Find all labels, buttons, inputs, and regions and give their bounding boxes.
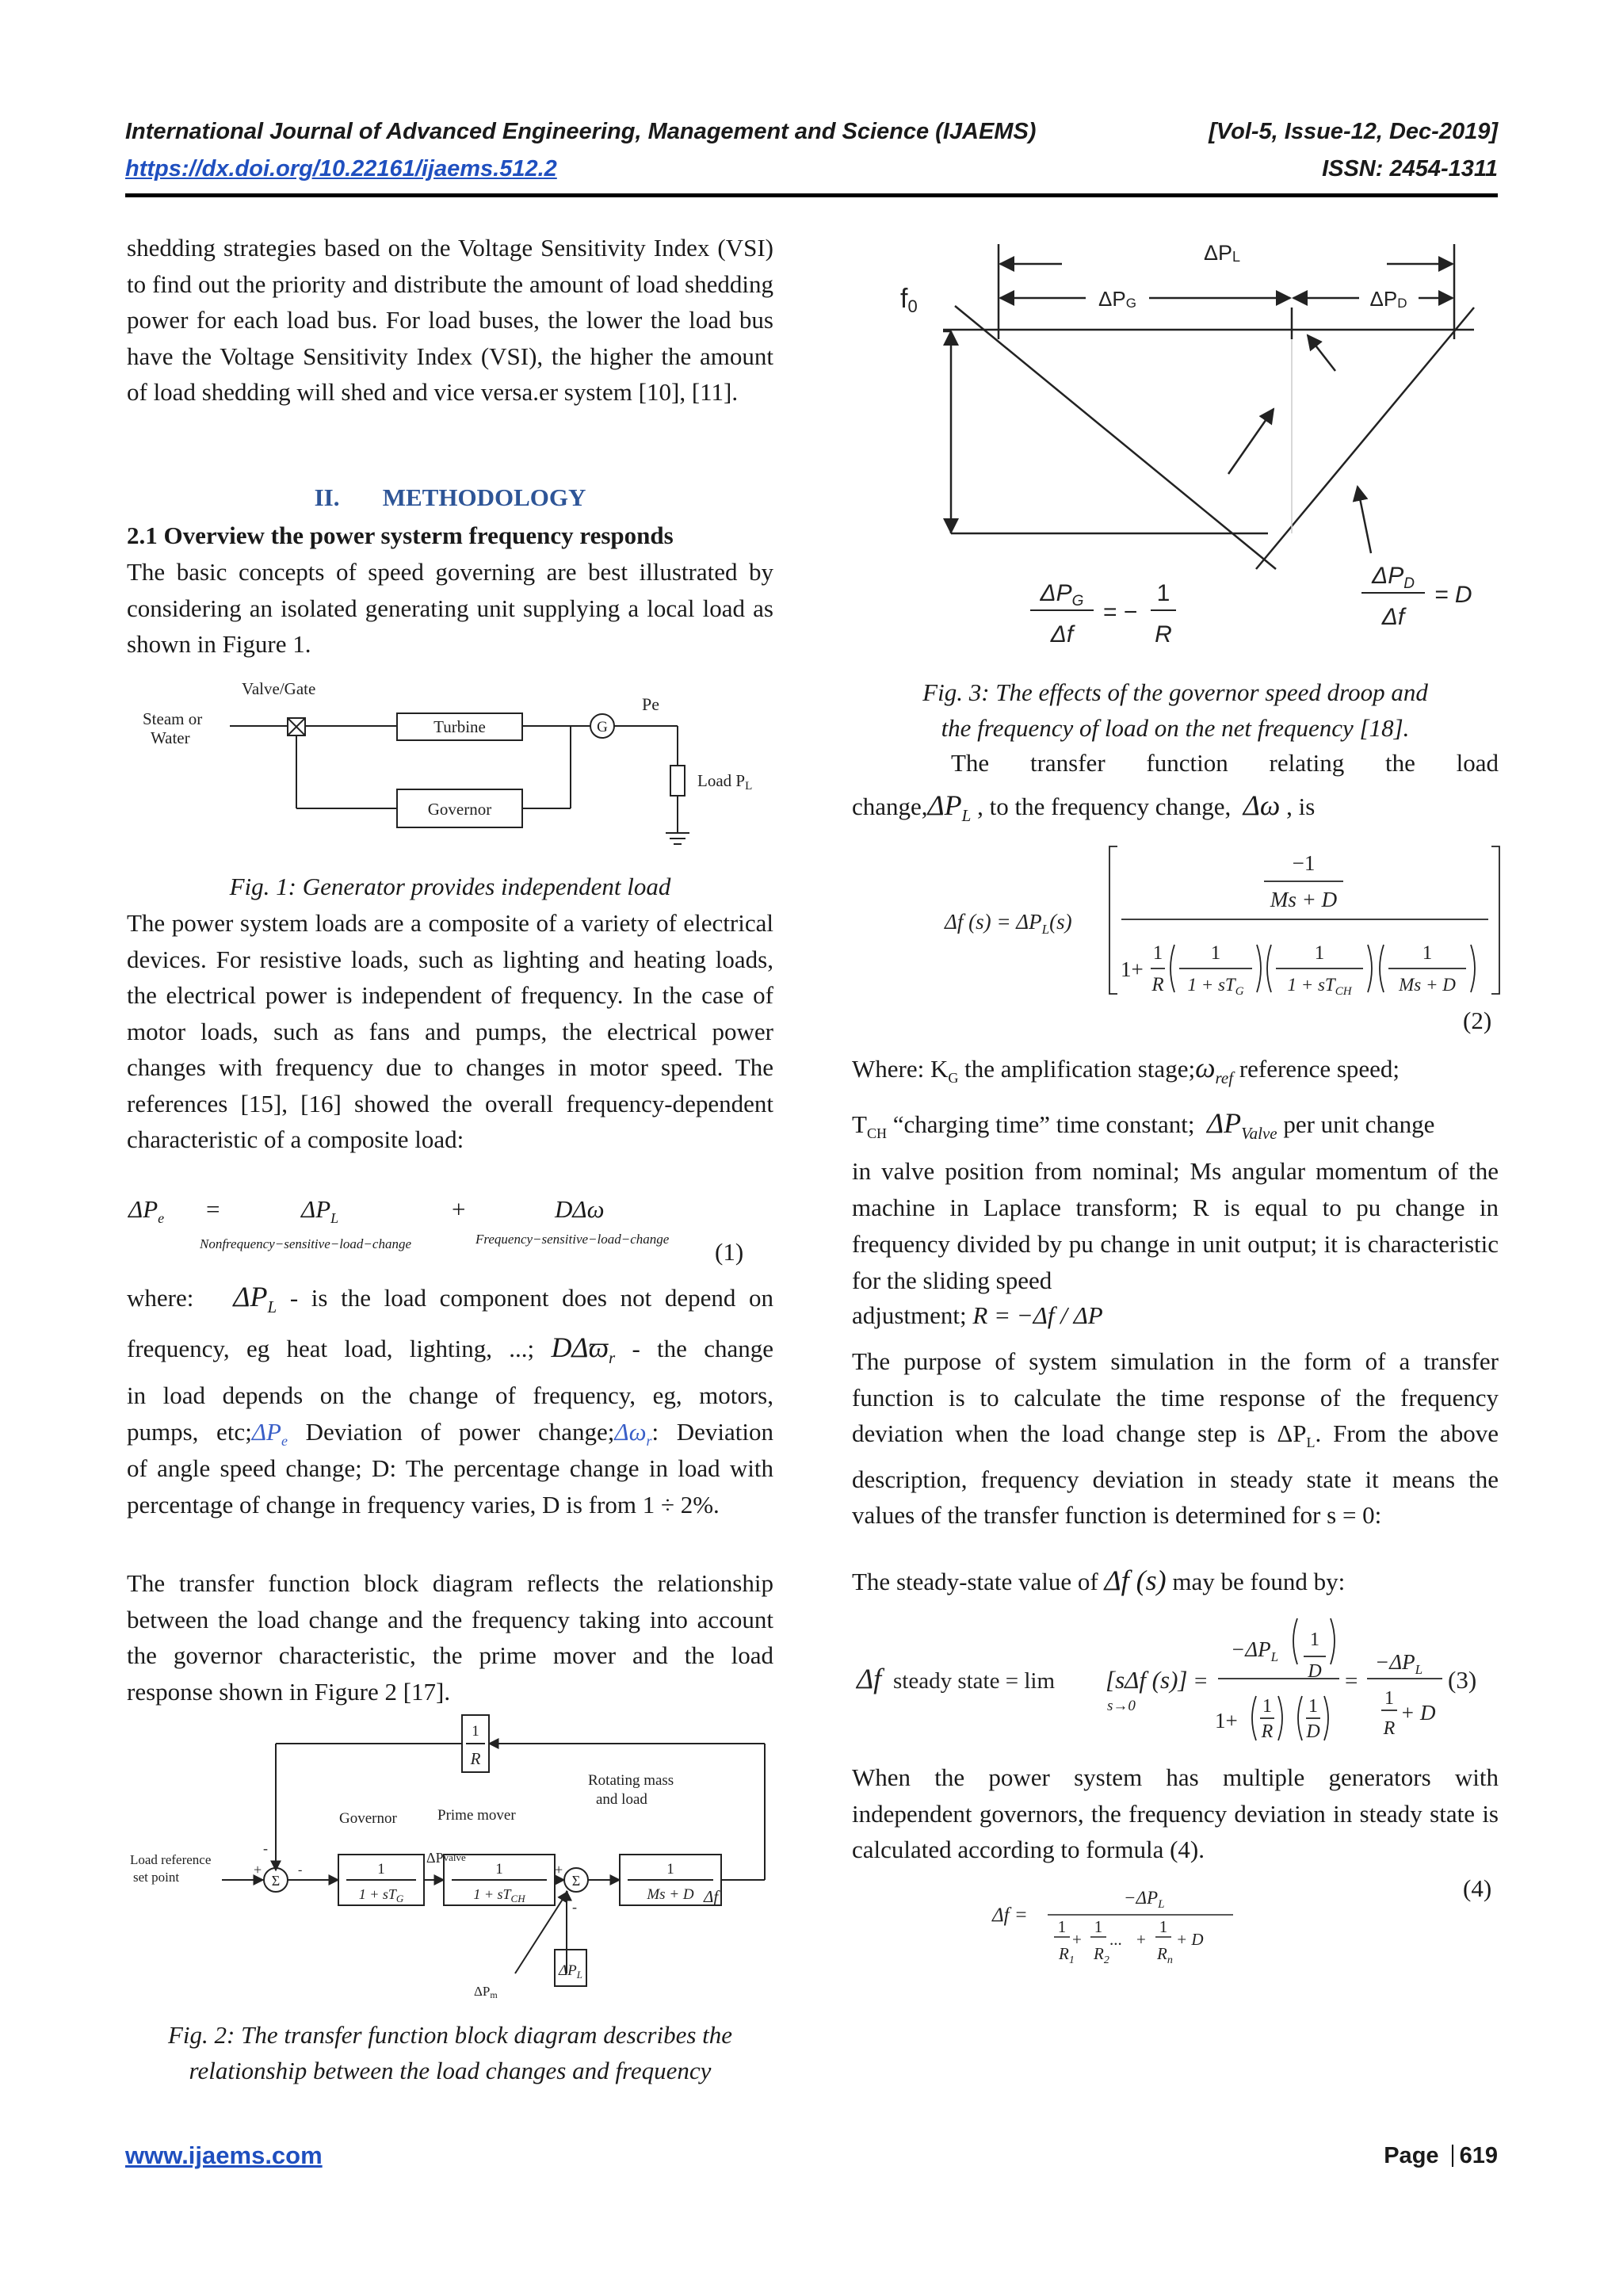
journal-volume: [Vol-5, Issue-12, Dec-2019] xyxy=(1209,119,1498,144)
eq4-dots: ... xyxy=(1109,1930,1122,1949)
fig1-load-label: Load PL xyxy=(697,771,753,793)
fig1-valve-gate-label: Valve/Gate xyxy=(242,679,316,698)
paragraph-simulation: The purpose of system simulation in the form of a transfer function is to calculate the time response of the frequency deviation when the load change step is $\Delta P_L$. From the above description, frequency deviation in steady state it means the values of the transfer function is determined for s = 0: xyxy=(852,1347,1499,1530)
eq2-number: (2) xyxy=(1463,1007,1492,1034)
eq2-g-denominator: $1 + sT_G$ xyxy=(1187,975,1244,998)
eq3-num-frac-denominator: D xyxy=(1308,1661,1322,1682)
eq2-one-plus: 1+ xyxy=(1121,957,1144,981)
tf-intro-line-2: $change,\Delta P_L$ , to the frequency change, Δω , is xyxy=(852,789,1316,826)
equation-1 xyxy=(127,1195,773,1266)
eq1-number: (1) xyxy=(715,1238,744,1266)
issn: ISSN: 2454-1311 xyxy=(1322,156,1498,181)
tf-intro-line-1: The transfer function relating the load xyxy=(951,749,1499,777)
eq2-numerator-bottom: Ms + D xyxy=(1270,888,1338,911)
eq2-r-numerator: 1 xyxy=(1152,942,1163,964)
fig1-pe-label: Pe xyxy=(642,694,659,714)
fig2-and-load-label: and load xyxy=(596,1791,647,1808)
fig2-dpm-label: ΔPm xyxy=(474,1984,498,2000)
paragraph-multiple-generators: When the power system has multiple generators with independent governors, the frequency deviation in steady state is calculated according to formula (4). xyxy=(852,1763,1499,1863)
section-heading xyxy=(127,483,773,512)
footer-page-number: Page 619 xyxy=(1384,2143,1498,2168)
fig2-plus-sign-2: + xyxy=(555,1862,563,1878)
eq4-plus-2: + xyxy=(1136,1930,1146,1949)
journal-title: International Journal of Advanced Engineering, Management and Science (IJAEMS) xyxy=(125,119,1037,144)
fig2-sum2: Σ xyxy=(571,1873,581,1889)
where-kg-line: Where: $K_G$ the amplification $stage;\omega_{ref}$ reference speed; xyxy=(852,1052,1400,1088)
eq3-number: (3) xyxy=(1448,1666,1477,1694)
figure-3-diagram xyxy=(896,228,1514,672)
paragraph-loads: The power system loads are a composite of a variety of electrical devices. For resistive loads, such as lighting and heating loads, the electrical power is independent of frequency. In the case of motor loads, such as fans and pumps, the electrical power changes with frequency due to changes in motor speed. The references [15], [16] showed the overall frequency-dependent characteristic of a composite load: xyxy=(127,909,773,1153)
paragraph-block-diagram: The transfer function block diagram reflects the relationship between the load change and the frequency taking into account the governor characteristic, the prime mover and the load response shown in Figure 2 [17]. xyxy=(127,1569,773,1706)
eq3-df: Δf xyxy=(857,1663,882,1694)
eq4-numerator: $-\Delta P_L$ xyxy=(1124,1888,1165,1911)
fig3-f0-label: f0 xyxy=(900,284,918,316)
fig2-caption-line-2: relationship between the load changes and frequency xyxy=(189,2057,712,2084)
eq1-term2: DΔω xyxy=(555,1195,605,1223)
fig1-generator-label: G xyxy=(597,719,608,735)
where-dw-symbol: DΔϖ$_r$ xyxy=(551,1331,616,1368)
eq3-den-d-numerator: 1 xyxy=(1308,1696,1318,1717)
eq1-term1: $\Delta P_L$ xyxy=(301,1195,339,1227)
fig1-water-label: Water xyxy=(151,728,190,747)
section-title: METHODOLOGY xyxy=(382,483,586,511)
eq2-lhs: Δf $(s) = \Delta P_L(s)$ xyxy=(945,910,1072,937)
eq3-equals-2: = xyxy=(1345,1668,1358,1694)
where-dpl-symbol: $\Delta P_L$ xyxy=(233,1281,277,1317)
dwr-inline-symbol: $\Delta\omega_r$ xyxy=(614,1418,652,1450)
fig3-dpl-label: ΔPL xyxy=(1203,241,1241,265)
fig3-eqg-numerator: $\Delta P_G$ xyxy=(1040,580,1084,609)
eq2-ch-denominator: $1 + sT_{CH}$ xyxy=(1287,975,1352,998)
where-adjustment-line: adjustment; R = −Δf / ΔP xyxy=(852,1301,1103,1329)
eq1-plus: + xyxy=(452,1195,466,1223)
tf-dpl-symbol: $\Delta P_L$ xyxy=(927,789,972,826)
where-line-5: of angle speed change; D: The percentage change in load with percentage of change in frequency varies, D is from 1 ÷ 2%. xyxy=(127,1454,773,1519)
equation-3 xyxy=(852,1609,1510,1744)
fig3-eqg-rhs: = − xyxy=(1103,599,1138,625)
eq2-numerator-top: −1 xyxy=(1292,851,1316,875)
fig2-set-point-label: set point xyxy=(133,1870,180,1885)
fig2-dpl-label: $\Delta P_L$ xyxy=(559,1962,582,1981)
figure-1-diagram xyxy=(135,670,753,861)
eq3-bracket: [sΔf (s)] xyxy=(1106,1666,1188,1694)
dpe-inline-symbol: $\Delta P_e$ xyxy=(251,1418,288,1450)
fig2-rotating-mass-label: Rotating mass xyxy=(588,1772,674,1789)
df-s-symbol: Δf (s) xyxy=(1104,1564,1167,1596)
fig3-eqg-denominator: Δf xyxy=(1050,621,1074,648)
fig2-r-numerator: 1 xyxy=(472,1723,479,1740)
figure-1-caption: Fig. 1: Generator provides independent load xyxy=(229,873,671,900)
eq2-g-numerator: 1 xyxy=(1210,942,1221,964)
footer-site-link[interactable]: www.ijaems.com xyxy=(125,2141,323,2169)
fig2-load-tf-denominator: Ms + D xyxy=(647,1886,694,1903)
fig3-dpg-label: ΔPG xyxy=(1098,287,1136,311)
eq3-equals-1: = xyxy=(1194,1668,1208,1694)
eq2-m-numerator: 1 xyxy=(1422,942,1433,964)
fig2-governor-tf-denominator: $1 + sT_G$ xyxy=(358,1886,404,1904)
fig3-caption-line-1: Fig. 3: The effects of the governor speed droop and xyxy=(922,678,1428,706)
fig2-minus-sign-2: - xyxy=(572,1899,577,1915)
fig3-caption-line-2: the frequency of load on the net frequency [18]. xyxy=(941,714,1410,742)
fig2-plus-sign-1: + xyxy=(254,1862,262,1878)
fig2-df-label: Δf xyxy=(704,1887,719,1906)
eq2-r-denominator: R xyxy=(1151,974,1164,995)
footer-page-divider xyxy=(1452,2145,1453,2167)
fig2-load-tf-numerator: 1 xyxy=(666,1861,674,1878)
doi-link[interactable]: https://dx.doi.org/10.22161/ijaems.512.2 xyxy=(125,156,557,181)
where-line-1: where: $\Delta P_L$ - is the load component does not depend on xyxy=(127,1281,774,1317)
fig1-steam-label: Steam or xyxy=(143,709,203,728)
fig3-eqd-rhs: = D xyxy=(1434,582,1472,608)
eq3-den-r-denominator: R xyxy=(1261,1721,1274,1742)
eq3-rhs-numerator: $-\Delta P_L$ xyxy=(1375,1650,1423,1677)
eq3-den-r-numerator: 1 xyxy=(1262,1696,1272,1717)
eq1-label-nonfreq: Nonfrequency−sensitive−load−change xyxy=(200,1236,411,1251)
eq4-number: (4) xyxy=(1463,1874,1492,1902)
fig3-eqd-denominator: Δf xyxy=(1381,604,1405,630)
figure-2-diagram xyxy=(127,1712,777,2005)
eq3-rhs-den-denominator: R xyxy=(1383,1718,1396,1739)
eq3-lim-sub: s→0 xyxy=(1107,1698,1136,1714)
fig2-prime-mover-tf-numerator: 1 xyxy=(495,1861,503,1878)
paragraph-governing: The basic concepts of speed governing are best illustrated by considering an isolated generating unit supplying a local load as shown in Figure 1. xyxy=(127,558,773,658)
where-line-3: in load depends on the change of frequency, eg, motors, xyxy=(127,1381,773,1409)
eq3-rhs-den-numerator: 1 xyxy=(1384,1688,1394,1709)
fig2-sum1: Σ xyxy=(271,1873,281,1889)
eq1-equals: = xyxy=(206,1195,220,1223)
intro-paragraph: shedding strategies based on the Voltage Sensitivity Index (VSI) to find out the priority and distribute the amount of load shedding power for each load bus. For load buses, the lower the load bus have the Voltage Sensitivity Index (VSI), the higher the amount of load shedding will shed and vice versa.er system [10], [11]. xyxy=(127,234,773,406)
eq3-den-d-denominator: D xyxy=(1306,1721,1320,1742)
fig2-minus-sign-1: - xyxy=(263,1840,268,1856)
steady-state-intro: The steady-state value of Δf (s) may be found by: xyxy=(852,1564,1346,1596)
eq4-d2-denominator: $R_2$ xyxy=(1094,1944,1109,1966)
tf-dw-symbol: Δω xyxy=(1243,789,1281,821)
eq4-dn-numerator: 1 xyxy=(1159,1917,1168,1936)
fig3-eqg-frac-denominator: R xyxy=(1155,621,1172,648)
fig2-r-denominator: R xyxy=(470,1749,481,1768)
eq2-ch-numerator: 1 xyxy=(1314,942,1325,964)
fig2-governor-label: Governor xyxy=(339,1810,397,1827)
equation-2 xyxy=(943,840,1498,1007)
eq4-dn-denominator: $R_n$ xyxy=(1157,1944,1173,1966)
fig3-dpd-label: ΔPD xyxy=(1369,287,1407,311)
eq3-steady-text: steady state = lim xyxy=(893,1668,1056,1694)
fig1-governor-label: Governor xyxy=(427,800,492,819)
where-line-2: frequency, eg heat load, lighting, ...; DΔϖ$_r$ - the change xyxy=(127,1331,773,1368)
subsection-title: 2.1 Overview the power systerm frequency responds xyxy=(127,521,674,549)
where-tch-line: $T_{CH}$ “charging time” time constant; $\Delta P_{Valve}$ per unit change xyxy=(852,1107,1435,1144)
eq3-den-one-plus: 1+ xyxy=(1215,1709,1238,1733)
where-rest-paragraph: in valve position from nominal; Ms angular momentum of the machine in Laplace transform; R is equal to pu change in frequency divided by pu change in unit output; it is characteristic for the sliding speed xyxy=(852,1157,1499,1294)
eq1-lhs: $\Delta P_e$ xyxy=(128,1195,165,1227)
where-line-4: pumps, $etc;\Delta P_e$ Deviation of power $change;\Delta\omega_r$: Deviation xyxy=(127,1418,774,1450)
fig2-caption-line-1: Fig. 2: The transfer function block diagram describes the xyxy=(167,2021,733,2049)
fig1-turbine-label: Turbine xyxy=(433,717,486,736)
droop-equation: R = −Δf / ΔP xyxy=(972,1301,1103,1329)
eq4-lhs: Δf = xyxy=(992,1904,1028,1926)
fig3-eqd-numerator: $\Delta P_D$ xyxy=(1372,563,1415,592)
eq4-d1-numerator: 1 xyxy=(1057,1917,1067,1936)
fig2-minus-sign-3: - xyxy=(298,1863,303,1877)
figure-3-caption xyxy=(852,674,1499,746)
fig2-prime-mover-tf-denominator: $1 + sT_{CH}$ xyxy=(473,1886,525,1904)
equation-4 xyxy=(991,1870,1339,1973)
fig2-load-ref-label: Load reference xyxy=(130,1852,212,1867)
section-number: II. xyxy=(314,483,340,511)
header-rule xyxy=(125,193,1498,197)
eq4-plus-1: + xyxy=(1072,1930,1082,1949)
eq4-plus-d: + D xyxy=(1176,1930,1204,1949)
eq3-num-frac-numerator: 1 xyxy=(1310,1629,1319,1650)
figure-2-caption xyxy=(127,2017,773,2088)
fig2-governor-tf-numerator: 1 xyxy=(377,1861,385,1878)
eq1-label-freq: Frequency−sensitive−load−change xyxy=(475,1232,670,1247)
eq4-d1-denominator: $R_1$ xyxy=(1059,1944,1075,1966)
eq3-numerator: $-\Delta P_L$ xyxy=(1231,1637,1279,1664)
dpvalve-symbol: $\Delta P_{Valve}$ xyxy=(1206,1107,1277,1144)
eq4-d2-numerator: 1 xyxy=(1094,1917,1103,1936)
fig3-eqg-frac-numerator: 1 xyxy=(1156,580,1170,606)
fig2-dpvalve-label: ΔPvalve xyxy=(426,1850,466,1866)
fig2-prime-mover-label: Prime mover xyxy=(437,1807,516,1824)
eq2-m-denominator: Ms + D xyxy=(1399,975,1456,995)
omega-ref-symbol: $\omega_{ref}$ xyxy=(1195,1052,1234,1088)
eq3-rhs-plus-d: + D xyxy=(1400,1701,1436,1725)
